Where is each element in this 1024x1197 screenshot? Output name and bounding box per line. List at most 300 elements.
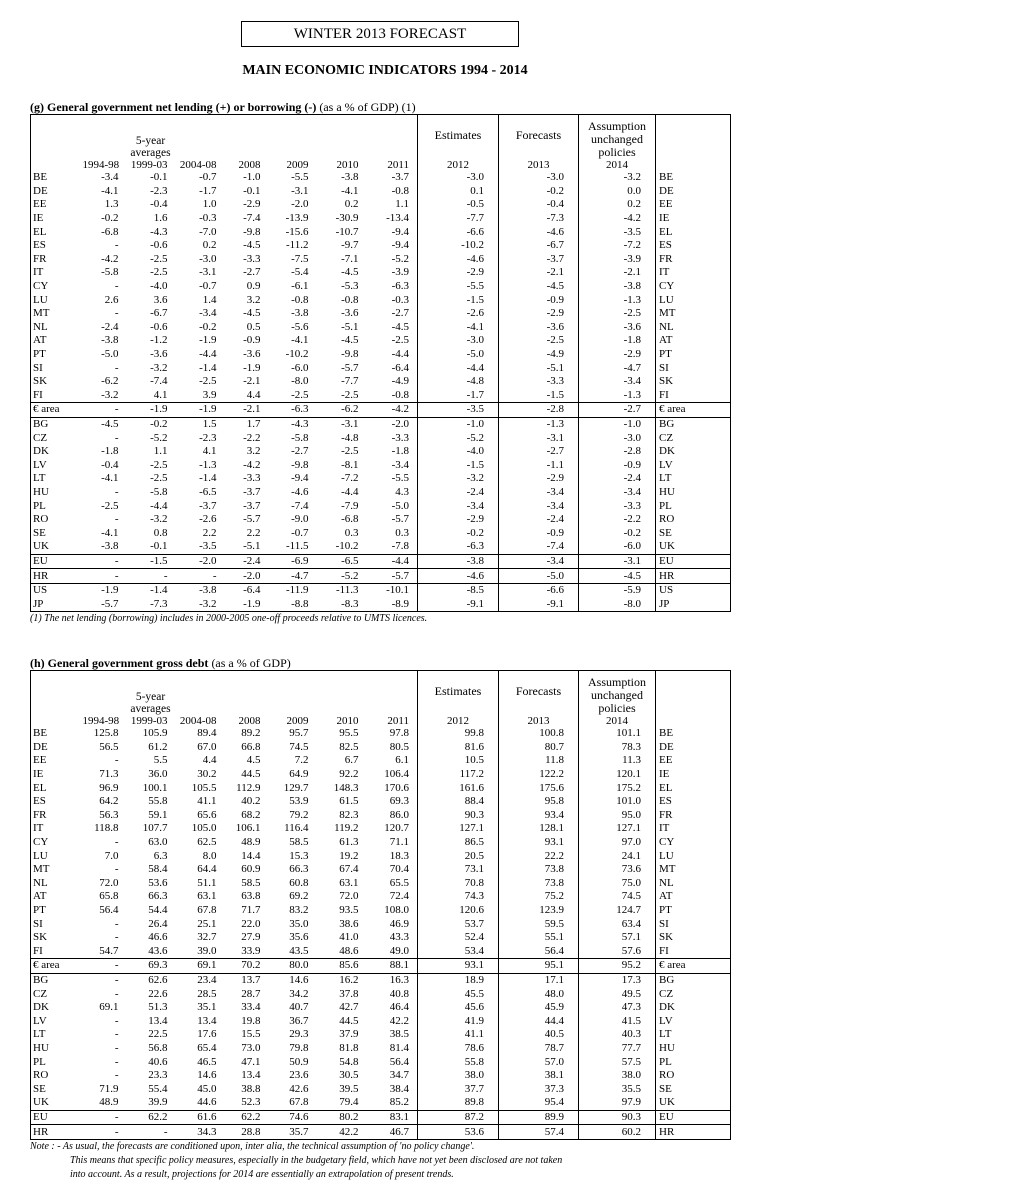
value-cell: -2.0	[367, 417, 418, 431]
value-cell: 33.9	[241, 944, 261, 957]
assumption-cell: 101.1	[579, 727, 656, 741]
country-code: CY	[33, 836, 49, 849]
value-cell: 1.7	[225, 417, 269, 431]
value-cell: -6.2	[101, 375, 119, 388]
value-cell: -	[83, 1110, 127, 1125]
forecast-cell: 95.1	[499, 959, 579, 974]
value-cell: -4.5	[243, 239, 261, 252]
value-cell: 96.9	[99, 781, 119, 794]
forecast-cell: 40.5	[499, 1028, 579, 1042]
value-cell: 82.3	[339, 808, 359, 821]
table-row	[31, 569, 731, 584]
value-cell: -4.1	[291, 334, 309, 347]
value-cell: 13.7	[225, 973, 269, 987]
value-cell: 81.8	[339, 1041, 359, 1054]
table-row	[31, 795, 731, 809]
country-code-right: LV	[656, 458, 731, 472]
value-cell: -0.6	[150, 320, 168, 333]
estimates-header	[418, 671, 499, 728]
col-header-2010	[317, 671, 367, 728]
value-cell: 54.8	[339, 1055, 359, 1068]
value-cell: 40.2	[241, 795, 261, 808]
estimate-cell: 52.4	[418, 931, 499, 945]
value-cell: -13.9	[285, 212, 309, 225]
value-cell: -10.2	[335, 540, 359, 553]
value-cell: -13.4	[386, 212, 409, 225]
value-cell: 69.1	[99, 1001, 119, 1014]
value-cell: 83.2	[289, 904, 309, 917]
forecast-cell: -6.7	[499, 239, 579, 253]
value-cell: -2.4	[101, 320, 119, 333]
forecast-cell: -3.0	[499, 171, 579, 185]
assumption-cell: 41.5	[579, 1014, 656, 1028]
forecast-cell: 95.4	[499, 1096, 579, 1110]
value-cell: 37.8	[339, 987, 359, 1000]
forecast-cell: -3.6	[499, 321, 579, 335]
table-row	[31, 375, 731, 389]
value-cell: 64.4	[197, 863, 217, 876]
forecast-cell: 89.9	[499, 1110, 579, 1125]
value-cell: 1.1	[153, 445, 168, 458]
table-row	[31, 959, 731, 974]
assumption-cell: 78.3	[579, 741, 656, 755]
estimate-cell: 78.6	[418, 1042, 499, 1056]
value-cell: -5.5	[391, 472, 409, 485]
value-cell: -5.7	[243, 513, 261, 526]
assumption-cell: 0.0	[579, 185, 656, 199]
table-row	[31, 781, 731, 795]
value-cell: 43.3	[389, 931, 409, 944]
value-cell: 47.1	[241, 1055, 261, 1068]
forecast-cell: -1.3	[499, 417, 579, 431]
value-cell: 0.2	[344, 198, 359, 211]
value-cell: 67.8	[197, 904, 217, 917]
value-cell: -0.8	[341, 293, 359, 306]
country-code-right: ES	[656, 239, 731, 253]
country-code: CY	[33, 280, 49, 293]
value-cell: 13.4	[148, 1014, 168, 1027]
estimate-cell: 18.9	[418, 973, 499, 987]
estimate-cell: -4.1	[418, 321, 499, 335]
estimate-cell: 99.8	[418, 727, 499, 741]
value-cell: -	[114, 485, 119, 498]
table-row	[31, 741, 731, 755]
estimate-cell: 117.2	[418, 768, 499, 782]
country-code-right: CY	[656, 280, 731, 294]
country-code-right: EL	[656, 781, 731, 795]
country-code: LV	[33, 1014, 47, 1027]
value-cell: 3.6	[153, 293, 168, 306]
country-code-right: SI	[656, 917, 731, 931]
value-cell: -6.8	[101, 225, 119, 238]
forecast-cell: -0.9	[499, 293, 579, 307]
country-code-right: SI	[656, 361, 731, 375]
country-code: RO	[33, 513, 49, 526]
table-row	[31, 822, 731, 836]
col-header-2009	[269, 671, 317, 728]
table-row	[31, 1096, 731, 1110]
value-cell: 22.6	[148, 987, 168, 1000]
country-code: CZ	[33, 987, 48, 1000]
value-cell: -4.2	[367, 403, 418, 418]
country-code-right: AT	[656, 334, 731, 348]
assumption-year: 2014	[606, 159, 628, 171]
estimate-cell: 81.6	[418, 741, 499, 755]
country-code-right: MT	[656, 863, 731, 877]
value-cell: -	[114, 836, 119, 849]
value-cell: -8.0	[291, 375, 309, 388]
value-cell: 83.1	[367, 1110, 418, 1125]
assumption-cell: 74.5	[579, 890, 656, 904]
table-row	[31, 583, 731, 597]
country-code-right: LU	[656, 293, 731, 307]
country-code-right: HU	[656, 486, 731, 500]
forecast-cell: 17.1	[499, 973, 579, 987]
col-header-2004-08	[176, 115, 225, 172]
value-cell: 53.9	[289, 795, 309, 808]
value-cell: -3.4	[101, 171, 119, 184]
value-cell: 56.5	[99, 740, 119, 753]
value-cell: 14.6	[197, 1069, 217, 1082]
value-cell: -3.3	[243, 252, 261, 265]
estimate-cell: -5.2	[418, 431, 499, 445]
forecast-cell: 59.5	[499, 917, 579, 931]
country-code-right: EU	[656, 1110, 731, 1125]
value-cell: 70.4	[389, 863, 409, 876]
value-cell: -9.4	[291, 472, 309, 485]
value-cell: 46.5	[197, 1055, 217, 1068]
forecast-cell: -4.9	[499, 348, 579, 362]
assumption-cell: -2.4	[579, 472, 656, 486]
value-cell: -7.1	[341, 252, 359, 265]
assumption-cell: -3.3	[579, 499, 656, 513]
value-cell: 71.3	[99, 768, 119, 781]
assumption-label: Assumption unchanged policies	[587, 675, 646, 715]
country-code: UK	[33, 540, 49, 553]
country-code-right: FR	[656, 809, 731, 823]
value-cell: -3.2	[101, 388, 119, 401]
value-cell: 120.7	[384, 822, 409, 835]
year-label: 2010	[336, 715, 359, 727]
value-cell: 95.7	[289, 727, 309, 740]
table-row	[31, 348, 731, 362]
value-cell: 46.4	[389, 1001, 409, 1014]
value-cell: -0.1	[243, 184, 261, 197]
assumption-cell: -3.2	[579, 171, 656, 185]
assumption-cell: 57.6	[579, 945, 656, 959]
value-cell: -11.3	[317, 583, 367, 597]
country-code: FR	[33, 808, 47, 821]
country-code: AT	[33, 334, 47, 347]
value-cell: 65.8	[99, 890, 119, 903]
value-cell: 95.5	[339, 727, 359, 740]
table-row	[31, 431, 731, 445]
value-cell: -0.7	[291, 526, 309, 539]
value-cell: 34.3	[176, 1125, 225, 1140]
value-cell: -5.8	[101, 266, 119, 279]
value-cell: 56.8	[148, 1041, 168, 1054]
table-row	[31, 917, 731, 931]
value-cell: 100.1	[142, 781, 168, 794]
country-code-right: RO	[656, 513, 731, 527]
country-code-right: FI	[656, 945, 731, 959]
value-cell: -1.9	[127, 403, 176, 418]
country-code-right: HU	[656, 1042, 731, 1056]
value-cell: -7.4	[150, 375, 168, 388]
value-cell: -10.1	[367, 583, 418, 597]
country-code-right: DK	[656, 1001, 731, 1015]
assumption-cell: 57.1	[579, 931, 656, 945]
country-code: IT	[33, 266, 44, 279]
section-h-note-1: Note : - As usual, the forecasts are conditioned upon, inter alia, the technical assumption of 'no policy change'.	[30, 1141, 475, 1152]
country-code: EL	[33, 225, 47, 238]
country-code-right: € area	[656, 403, 731, 418]
value-cell: 29.3	[289, 1028, 309, 1041]
value-cell: 105.5	[191, 781, 217, 794]
forecast-cell: 57.0	[499, 1055, 579, 1069]
estimates-label: Estimates	[434, 128, 482, 142]
country-code-right: JP	[656, 597, 731, 611]
value-cell: -0.2	[199, 320, 217, 333]
value-cell: 1.6	[153, 212, 168, 225]
value-cell: -4.0	[150, 280, 168, 293]
forecast-cell: -5.1	[499, 361, 579, 375]
country-code-right: UK	[656, 1096, 731, 1110]
estimate-cell: -3.8	[418, 554, 499, 569]
col-header-2009	[269, 115, 317, 172]
value-cell: -1.9	[176, 403, 225, 418]
table-row	[31, 403, 731, 418]
table-row	[31, 307, 731, 321]
value-cell: -	[83, 569, 127, 584]
value-cell: 16.2	[317, 973, 367, 987]
table-row	[31, 836, 731, 850]
table-row	[31, 1082, 731, 1096]
table-row	[31, 280, 731, 294]
value-cell: 13.4	[241, 1069, 261, 1082]
value-cell: 8.0	[202, 849, 217, 862]
forecast-cell: -4.5	[499, 280, 579, 294]
value-cell: 41.0	[339, 931, 359, 944]
forecast-label: WINTER 2013 FORECAST	[241, 21, 519, 47]
value-cell: 1.0	[202, 198, 217, 211]
estimate-cell: 45.6	[418, 1001, 499, 1015]
header-row	[31, 671, 731, 728]
col-header-2011	[367, 115, 418, 172]
country-code: EU	[31, 554, 83, 569]
value-cell: 46.6	[148, 931, 168, 944]
value-cell: 60.8	[289, 876, 309, 889]
estimate-cell: -2.9	[418, 266, 499, 280]
estimate-cell: -9.1	[418, 597, 499, 611]
estimates-label: Estimates	[434, 684, 482, 698]
table-row	[31, 904, 731, 918]
value-cell: 19.2	[339, 849, 359, 862]
forecast-cell: 57.4	[499, 1125, 579, 1140]
value-cell: -0.1	[150, 171, 168, 184]
assumption-cell: 90.3	[579, 1110, 656, 1125]
estimate-cell: -3.0	[418, 171, 499, 185]
value-cell: 73.0	[241, 1041, 261, 1054]
country-code-right: DK	[656, 445, 731, 459]
forecast-cell: -2.7	[499, 445, 579, 459]
value-cell: -3.8	[341, 171, 359, 184]
value-cell: 23.6	[289, 1069, 309, 1082]
value-cell: 28.7	[241, 987, 261, 1000]
country-code-right: BE	[656, 171, 731, 185]
assumption-cell: -7.2	[579, 239, 656, 253]
value-cell: -5.2	[150, 431, 168, 444]
country-code-right: LT	[656, 1028, 731, 1042]
value-cell: -5.7	[341, 361, 359, 374]
value-cell: -4.7	[269, 569, 317, 584]
value-cell: -6.5	[317, 554, 367, 569]
estimate-cell: -1.7	[418, 389, 499, 403]
estimate-cell: -4.6	[418, 253, 499, 267]
country-code: IT	[33, 822, 44, 835]
forecast-cell: 38.1	[499, 1069, 579, 1083]
table-row	[31, 253, 731, 267]
value-cell: -6.0	[291, 361, 309, 374]
value-cell: 71.9	[99, 1082, 119, 1095]
forecast-cell: -2.9	[499, 472, 579, 486]
value-cell: -7.0	[199, 225, 217, 238]
value-cell: 0.5	[246, 320, 261, 333]
country-code-right: SK	[656, 375, 731, 389]
country-code: € area	[31, 959, 83, 974]
forecast-cell: 123.9	[499, 904, 579, 918]
estimate-cell: -2.6	[418, 307, 499, 321]
value-cell: 108.0	[384, 904, 409, 917]
assumption-cell: 40.3	[579, 1028, 656, 1042]
estimate-cell: -7.7	[418, 212, 499, 226]
value-cell: 36.7	[289, 1014, 309, 1027]
forecast-cell: -9.1	[499, 597, 579, 611]
forecast-cell: -2.5	[499, 334, 579, 348]
value-cell: 44.5	[241, 768, 261, 781]
table-row	[31, 809, 731, 823]
value-cell: -9.8	[291, 458, 309, 471]
country-code: LV	[33, 458, 47, 471]
value-cell: 55.8	[148, 795, 168, 808]
value-cell: 0.9	[246, 280, 261, 293]
value-cell: -2.7	[391, 307, 409, 320]
year-label: 2004-08	[179, 159, 217, 171]
value-cell: 22.0	[241, 917, 261, 930]
value-cell: 1.3	[104, 198, 119, 211]
country-code: UK	[33, 1096, 49, 1109]
value-cell: 39.5	[339, 1082, 359, 1095]
country-code: PL	[33, 499, 46, 512]
value-cell: -	[114, 1041, 119, 1054]
country-code-right: EE	[656, 198, 731, 212]
value-cell: -2.5	[150, 458, 168, 471]
value-cell: -0.1	[150, 540, 168, 553]
value-cell: 25.1	[197, 917, 217, 930]
assumption-cell: 77.7	[579, 1042, 656, 1056]
assumption-cell: 63.4	[579, 917, 656, 931]
estimate-cell: 120.6	[418, 904, 499, 918]
assumption-cell: -4.5	[579, 569, 656, 584]
forecasts-header	[499, 671, 579, 728]
value-cell: 19.8	[241, 1014, 261, 1027]
header-row	[31, 115, 731, 172]
value-cell: -3.4	[391, 458, 409, 471]
value-cell: 58.5	[241, 876, 261, 889]
value-cell: 79.8	[289, 1041, 309, 1054]
country-code-right: EU	[656, 554, 731, 569]
value-cell: -9.8	[243, 225, 261, 238]
assumption-cell: 97.9	[579, 1096, 656, 1110]
assumption-cell: 17.3	[579, 973, 656, 987]
forecast-cell: 100.8	[499, 727, 579, 741]
value-cell: -2.5	[341, 388, 359, 401]
country-code-right: NL	[656, 321, 731, 335]
header-right	[656, 671, 731, 728]
table-row	[31, 945, 731, 959]
value-cell: -1.2	[150, 334, 168, 347]
estimate-cell: -5.5	[418, 280, 499, 294]
value-cell: -4.2	[243, 458, 261, 471]
value-cell: 42.7	[339, 1001, 359, 1014]
value-cell: -4.1	[101, 526, 119, 539]
estimate-cell: 90.3	[418, 809, 499, 823]
country-code: SK	[33, 375, 48, 388]
country-code-right: € area	[656, 959, 731, 974]
col-header-2004-08	[176, 671, 225, 728]
value-cell: -10.2	[285, 348, 309, 361]
value-cell: 105.0	[191, 822, 217, 835]
value-cell: 44.5	[339, 1014, 359, 1027]
estimate-cell: 41.1	[418, 1028, 499, 1042]
year-label: 2011	[387, 715, 409, 727]
value-cell: 51.1	[197, 876, 217, 889]
country-code: HU	[33, 1041, 49, 1054]
table-row	[31, 727, 731, 741]
country-code: LT	[33, 1028, 46, 1041]
value-cell: -2.6	[199, 513, 217, 526]
value-cell: -	[114, 431, 119, 444]
table-row	[31, 212, 731, 226]
value-cell: -	[114, 361, 119, 374]
value-cell: 71.7	[241, 904, 261, 917]
year-label: 1999-03	[130, 715, 168, 727]
country-code: SE	[33, 1082, 46, 1095]
page-title: MAIN ECONOMIC INDICATORS 1994 - 2014	[242, 63, 528, 78]
value-cell: 3.9	[202, 388, 217, 401]
value-cell: 34.2	[289, 987, 309, 1000]
value-cell: 93.5	[339, 904, 359, 917]
assumption-cell: -2.8	[579, 445, 656, 459]
value-cell: 64.2	[99, 795, 119, 808]
section-g-footnote: (1) The net lending (borrowing) includes in 2000-2005 one-off proceeds relative to UMTS licences.	[30, 613, 428, 624]
value-cell: -4.5	[83, 417, 127, 431]
value-cell: -7.7	[341, 375, 359, 388]
value-cell: 17.6	[197, 1028, 217, 1041]
table-row	[31, 239, 731, 253]
value-cell: 107.7	[142, 822, 168, 835]
country-code-right: PL	[656, 499, 731, 513]
value-cell: 51.3	[148, 1001, 168, 1014]
country-code-right: LV	[656, 1014, 731, 1028]
value-cell: -2.2	[243, 431, 261, 444]
country-code-right: ES	[656, 795, 731, 809]
country-code: LT	[33, 472, 46, 485]
value-cell: 46.9	[389, 917, 409, 930]
assumption-cell: 60.2	[579, 1125, 656, 1140]
country-code-right: BE	[656, 727, 731, 741]
assumption-cell: -1.3	[579, 293, 656, 307]
